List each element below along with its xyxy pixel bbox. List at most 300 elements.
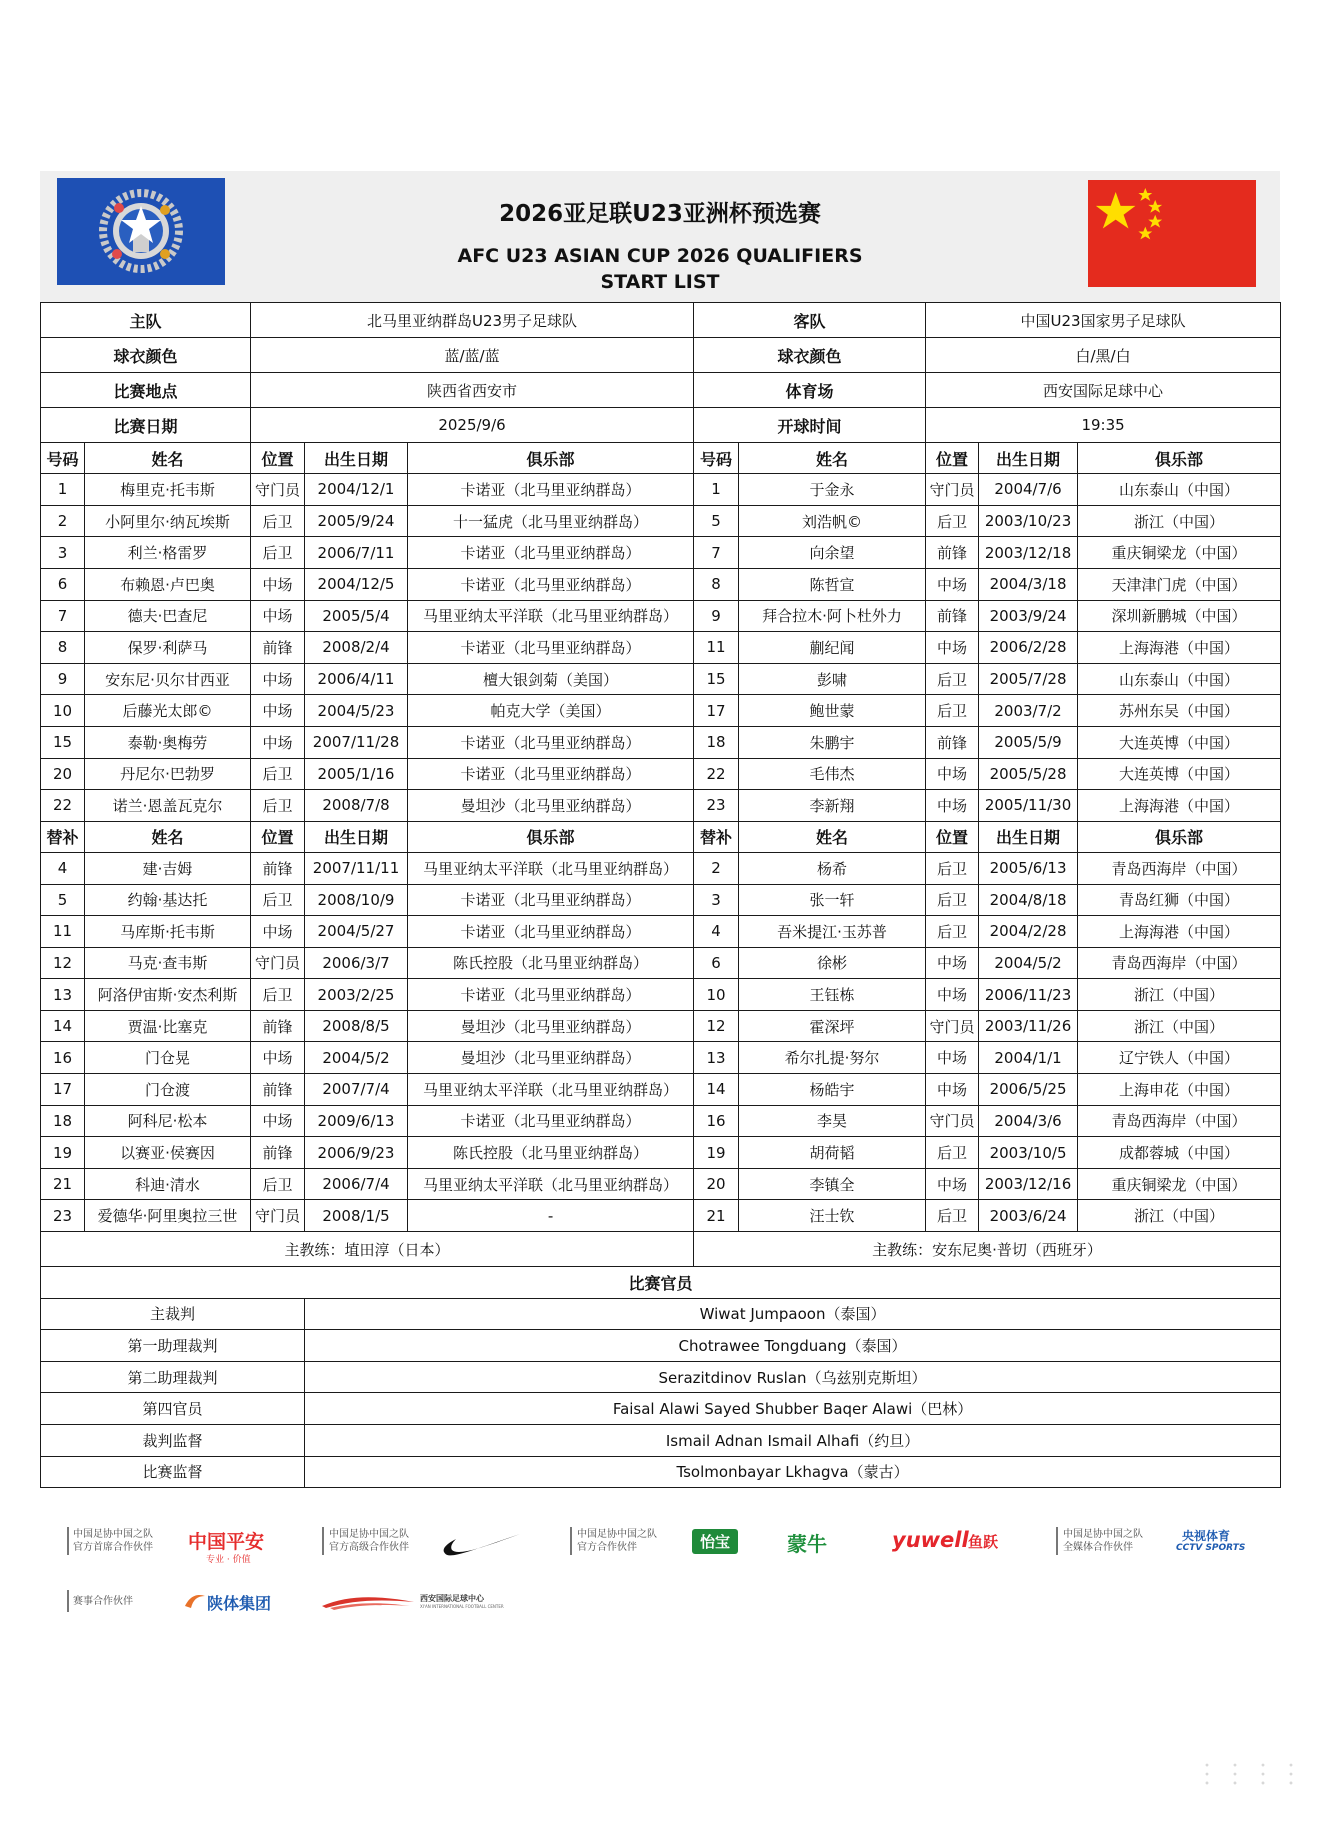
away-sub-dob: 2003/12/16 <box>979 1168 1078 1200</box>
shaanti-group-logo: 陕体集团 <box>207 1594 272 1613</box>
starter-row <box>41 632 1281 664</box>
home-starter-dob: 2004/12/5 <box>305 568 408 600</box>
away-starter-pos: 中场 <box>926 790 979 822</box>
kickoff-label: 开球时间 <box>694 408 926 443</box>
starters-header-row <box>41 443 1281 474</box>
official-role: 第二助理裁判 <box>41 1361 305 1393</box>
home-sub-no: 11 <box>41 916 85 948</box>
away-starter-club: 大连英博（中国） <box>1078 726 1281 758</box>
home-sub-club: 卡诺亚（北马里亚纳群岛） <box>408 916 694 948</box>
away-starter-pos: 中场 <box>926 568 979 600</box>
home-starter-club: 卡诺亚（北马里亚纳群岛） <box>408 568 694 600</box>
home-starter-no: 2 <box>41 505 85 537</box>
home-sub-pos: 前锋 <box>251 1010 305 1042</box>
yibao-logo: 怡宝 <box>692 1529 738 1554</box>
away-col-name: 姓名 <box>739 821 926 852</box>
home-starter-no: 8 <box>41 632 85 664</box>
away-starter-pos: 后卫 <box>926 663 979 695</box>
nike-swoosh-icon <box>442 1530 522 1558</box>
away-sub-dob: 2005/6/13 <box>979 852 1078 884</box>
home-sub-dob: 2007/11/11 <box>305 852 408 884</box>
away-col-dob: 出生日期 <box>979 443 1078 474</box>
official-name: Chotrawee Tongduang（泰国） <box>305 1330 1281 1362</box>
home-sub-club: 陈氏控股（北马里亚纳群岛） <box>408 947 694 979</box>
home-sub-dob: 2006/3/7 <box>305 947 408 979</box>
home-starter-pos: 后卫 <box>251 505 305 537</box>
home-starter-no: 9 <box>41 663 85 695</box>
home-sub-dob: 2004/5/27 <box>305 916 408 948</box>
cctv-sports-logo-cn: 央视体育 <box>1182 1529 1231 1543</box>
home-sub-no: 14 <box>41 1010 85 1042</box>
official-role: 主裁判 <box>41 1298 305 1330</box>
sub-row <box>41 852 1281 884</box>
away-starter-dob: 2003/7/2 <box>979 695 1078 727</box>
home-starter-club: 卡诺亚（北马里亚纳群岛） <box>408 537 694 569</box>
away-starter-name: 鲍世蒙 <box>739 695 926 727</box>
home-starter-no: 22 <box>41 790 85 822</box>
home-starter-pos: 中场 <box>251 663 305 695</box>
home-starter-dob: 2006/7/11 <box>305 537 408 569</box>
away-sub-no: 19 <box>694 1137 739 1169</box>
home-sub-pos: 守门员 <box>251 947 305 979</box>
official-name: Wiwat Jumpaoon（泰国） <box>305 1298 1281 1330</box>
home-starter-dob: 2004/12/1 <box>305 474 408 506</box>
home-starter-dob: 2007/11/28 <box>305 726 408 758</box>
away-sub-dob: 2004/3/6 <box>979 1105 1078 1137</box>
home-starter-club: 马里亚纳太平洋联（北马里亚纳群岛） <box>408 600 694 632</box>
home-starter-pos: 中场 <box>251 568 305 600</box>
away-starter-name: 刘浩帆© <box>739 505 926 537</box>
media-partner-label: 中国足协中国之队 全媒体合作伙伴 <box>1063 1529 1143 1553</box>
official-row <box>41 1361 1281 1393</box>
away-starter-dob: 2005/11/30 <box>979 790 1078 822</box>
home-sub-name: 爱德华·阿里奥拉三世 <box>85 1200 251 1232</box>
officials <box>41 1298 1281 1488</box>
home-sub-no: 4 <box>41 852 85 884</box>
away-starter-club: 深圳新鹏城（中国） <box>1078 600 1281 632</box>
home-sub-no: 19 <box>41 1137 85 1169</box>
home-sub-no: 5 <box>41 884 85 916</box>
starter-row <box>41 695 1281 727</box>
away-starter-club: 天津津门虎（中国） <box>1078 568 1281 600</box>
away-col-number: 替补 <box>694 821 739 852</box>
home-sub-dob: 2006/7/4 <box>305 1168 408 1200</box>
away-starter-pos: 后卫 <box>926 505 979 537</box>
home-starter-name: 保罗·利萨马 <box>85 632 251 664</box>
away-sub-dob: 2003/10/5 <box>979 1137 1078 1169</box>
cctv-sports-logo-en: CCTV SPORTS <box>1176 1543 1246 1553</box>
away-starter-pos: 后卫 <box>926 695 979 727</box>
away-sub-no: 12 <box>694 1010 739 1042</box>
home-sub-pos: 守门员 <box>251 1200 305 1232</box>
away-sub-club: 青岛西海岸（中国） <box>1078 852 1281 884</box>
away-kit-label: 球衣颜色 <box>694 338 926 373</box>
home-starter-club: 十一猛虎（北马里亚纳群岛） <box>408 505 694 537</box>
home-sub-club: 马里亚纳太平洋联（北马里亚纳群岛） <box>408 1074 694 1106</box>
home-sub-club: 马里亚纳太平洋联（北马里亚纳群岛） <box>408 1168 694 1200</box>
away-starter-pos: 中场 <box>926 758 979 790</box>
official-row <box>41 1425 1281 1457</box>
home-sub-dob: 2009/6/13 <box>305 1105 408 1137</box>
officials-title-row <box>41 1267 1281 1299</box>
home-sub-no: 21 <box>41 1168 85 1200</box>
away-starter-pos: 守门员 <box>926 474 979 506</box>
pingan-logo: 中国平安 <box>188 1531 265 1553</box>
home-sub-pos: 前锋 <box>251 1074 305 1106</box>
home-sub-no: 17 <box>41 1074 85 1106</box>
home-sub-club: 曼坦沙（北马里亚纳群岛） <box>408 1042 694 1074</box>
home-sub-no: 18 <box>41 1105 85 1137</box>
home-starter-pos: 前锋 <box>251 632 305 664</box>
away-sub-club: 浙江（中国） <box>1078 1010 1281 1042</box>
home-starter-pos: 中场 <box>251 695 305 727</box>
away-sub-club: 上海海港（中国） <box>1078 916 1281 948</box>
away-starter-club: 重庆铜梁龙（中国） <box>1078 537 1281 569</box>
away-sub-dob: 2004/2/28 <box>979 916 1078 948</box>
away-sub-name: 杨希 <box>739 852 926 884</box>
home-starter-name: 泰勒·奥梅劳 <box>85 726 251 758</box>
away-sub-name: 徐彬 <box>739 947 926 979</box>
away-kit-value: 白/黑/白 <box>926 338 1281 373</box>
away-starter-dob: 2003/12/18 <box>979 537 1078 569</box>
home-starter-name: 后藤光太郎© <box>85 695 251 727</box>
starter-row <box>41 726 1281 758</box>
away-sub-name: 胡荷韬 <box>739 1137 926 1169</box>
official-role: 第一助理裁判 <box>41 1330 305 1362</box>
sub-row <box>41 947 1281 979</box>
away-col-position: 位置 <box>926 821 979 852</box>
sub-row <box>41 1042 1281 1074</box>
xian-football-center-logo-en: XI'AN INTERNATIONAL FOOTBALL CENTER <box>420 1604 504 1609</box>
home-sub-pos: 中场 <box>251 916 305 948</box>
home-sub-name: 门仓晃 <box>85 1042 251 1074</box>
home-sub-pos: 后卫 <box>251 1168 305 1200</box>
home-starter-dob: 2008/2/4 <box>305 632 408 664</box>
away-starter-no: 15 <box>694 663 739 695</box>
away-sub-no: 2 <box>694 852 739 884</box>
away-sub-dob: 2004/1/1 <box>979 1042 1078 1074</box>
away-sub-name: 王钰栋 <box>739 979 926 1011</box>
away-starter-no: 23 <box>694 790 739 822</box>
away-sub-no: 4 <box>694 916 739 948</box>
home-sub-dob: 2004/5/2 <box>305 1042 408 1074</box>
home-col-position: 位置 <box>251 821 305 852</box>
title-chinese: 2026亚足联U23亚洲杯预选赛 <box>499 201 821 227</box>
home-starter-club: 曼坦沙（北马里亚纳群岛） <box>408 790 694 822</box>
home-sub-name: 门仓渡 <box>85 1074 251 1106</box>
sub-row <box>41 1010 1281 1042</box>
away-sub-name: 杨皓宇 <box>739 1074 926 1106</box>
away-starter-pos: 前锋 <box>926 726 979 758</box>
home-sub-club: 卡诺亚（北马里亚纳群岛） <box>408 884 694 916</box>
starter-row <box>41 758 1281 790</box>
away-starter-dob: 2005/5/9 <box>979 726 1078 758</box>
official-row <box>41 1393 1281 1425</box>
header-band <box>40 171 1280 302</box>
home-col-number: 号码 <box>41 443 85 474</box>
home-sub-pos: 中场 <box>251 1105 305 1137</box>
away-sub-no: 21 <box>694 1200 739 1232</box>
official-row <box>41 1298 1281 1330</box>
coaches <box>41 1232 1281 1299</box>
away-starter-no: 18 <box>694 726 739 758</box>
away-starter-club: 大连英博（中国） <box>1078 758 1281 790</box>
home-sub-club: 马里亚纳太平洋联（北马里亚纳群岛） <box>408 852 694 884</box>
watermark-dots: ︙︙︙︙ <box>1193 1761 1306 1791</box>
official-row <box>41 1456 1281 1488</box>
match-info <box>41 303 1281 443</box>
sponsor-strip <box>0 1522 1320 1672</box>
home-sub-name: 马库斯·托韦斯 <box>85 916 251 948</box>
away-sub-club: 青岛西海岸（中国） <box>1078 1105 1281 1137</box>
away-sub-pos: 中场 <box>926 979 979 1011</box>
away-sub-dob: 2006/5/25 <box>979 1074 1078 1106</box>
sub-row <box>41 1074 1281 1106</box>
home-col-position: 位置 <box>251 443 305 474</box>
home-sub-name: 约翰·基达托 <box>85 884 251 916</box>
home-starter-no: 7 <box>41 600 85 632</box>
mengniu-logo: 蒙牛 <box>787 1532 827 1556</box>
starter-row <box>41 568 1281 600</box>
subs-header-row <box>41 821 1281 852</box>
premier-partner-label: 中国足协中国之队 官方首席合作伙伴 <box>73 1529 153 1553</box>
away-coach: 主教练：安东尼奥·普切（西班牙） <box>694 1232 1281 1267</box>
home-starter-pos: 后卫 <box>251 790 305 822</box>
home-sub-dob: 2008/1/5 <box>305 1200 408 1232</box>
away-sub-club: 青岛西海岸（中国） <box>1078 947 1281 979</box>
starter-row <box>41 600 1281 632</box>
away-sub-pos: 后卫 <box>926 916 979 948</box>
away-sub-pos: 后卫 <box>926 1200 979 1232</box>
home-sub-pos: 前锋 <box>251 1137 305 1169</box>
away-sub-no: 13 <box>694 1042 739 1074</box>
home-team-label: 主队 <box>41 303 251 338</box>
home-sub-no: 16 <box>41 1042 85 1074</box>
home-starter-name: 丹尼尔·巴勃罗 <box>85 758 251 790</box>
home-starter-no: 6 <box>41 568 85 600</box>
away-starter-no: 9 <box>694 600 739 632</box>
xian-football-center-icon <box>320 1594 416 1610</box>
home-starter-pos: 后卫 <box>251 537 305 569</box>
away-sub-name: 汪士钦 <box>739 1200 926 1232</box>
home-starter-name: 梅里克·托韦斯 <box>85 474 251 506</box>
xian-football-center-logo: 西安国际足球中心 <box>420 1594 484 1603</box>
away-sub-pos: 中场 <box>926 1168 979 1200</box>
away-col-club: 俱乐部 <box>1078 443 1281 474</box>
home-sub-no: 23 <box>41 1200 85 1232</box>
home-col-number: 替补 <box>41 821 85 852</box>
away-sub-no: 16 <box>694 1105 739 1137</box>
home-col-name: 姓名 <box>85 443 251 474</box>
away-sub-club: 浙江（中国） <box>1078 979 1281 1011</box>
away-sub-club: 重庆铜梁龙（中国） <box>1078 1168 1281 1200</box>
official-row <box>41 1330 1281 1362</box>
home-starter-dob: 2005/9/24 <box>305 505 408 537</box>
home-starter-club: 卡诺亚（北马里亚纳群岛） <box>408 474 694 506</box>
official-name: Faisal Alawi Sayed Shubber Baqer Alawi（巴林） <box>305 1393 1281 1425</box>
away-starter-no: 5 <box>694 505 739 537</box>
sub-row <box>41 1105 1281 1137</box>
home-starter-pos: 中场 <box>251 726 305 758</box>
home-starter-pos: 守门员 <box>251 474 305 506</box>
home-sub-dob: 2008/8/5 <box>305 1010 408 1042</box>
away-starter-pos: 中场 <box>926 632 979 664</box>
home-sub-name: 阿洛伊宙斯·安杰利斯 <box>85 979 251 1011</box>
home-sub-club: 卡诺亚（北马里亚纳群岛） <box>408 1105 694 1137</box>
starter-row <box>41 790 1281 822</box>
sub-row <box>41 1200 1281 1232</box>
sub-row <box>41 916 1281 948</box>
location-value: 陕西省西安市 <box>251 373 694 408</box>
home-sub-name: 科迪·清水 <box>85 1168 251 1200</box>
home-sub-pos: 中场 <box>251 1042 305 1074</box>
date-label: 比赛日期 <box>41 408 251 443</box>
official-role: 比赛监督 <box>41 1456 305 1488</box>
away-sub-pos: 后卫 <box>926 1137 979 1169</box>
away-starter-club: 山东泰山（中国） <box>1078 663 1281 695</box>
away-starter-name: 向余望 <box>739 537 926 569</box>
away-starter-club: 上海海港（中国） <box>1078 632 1281 664</box>
away-starter-pos: 前锋 <box>926 537 979 569</box>
away-starter-dob: 2004/3/18 <box>979 568 1078 600</box>
home-sub-name: 建·吉姆 <box>85 852 251 884</box>
sub-row <box>41 979 1281 1011</box>
coach-row <box>41 1232 1281 1267</box>
home-sub-no: 12 <box>41 947 85 979</box>
home-starter-no: 15 <box>41 726 85 758</box>
away-starter-dob: 2006/2/28 <box>979 632 1078 664</box>
away-sub-pos: 中场 <box>926 947 979 979</box>
away-starter-name: 毛伟杰 <box>739 758 926 790</box>
home-sub-club: 卡诺亚（北马里亚纳群岛） <box>408 979 694 1011</box>
home-sub-club: 陈氏控股（北马里亚纳群岛） <box>408 1137 694 1169</box>
away-col-number: 号码 <box>694 443 739 474</box>
away-sub-name: 李镇全 <box>739 1168 926 1200</box>
away-sub-no: 14 <box>694 1074 739 1106</box>
home-sub-dob: 2008/10/9 <box>305 884 408 916</box>
home-col-club: 俱乐部 <box>408 821 694 852</box>
away-sub-pos: 中场 <box>926 1042 979 1074</box>
sub-row <box>41 884 1281 916</box>
yuwell-logo: yuwell <box>892 1528 969 1552</box>
stadium-label: 体育场 <box>694 373 926 408</box>
away-starter-club: 苏州东吴（中国） <box>1078 695 1281 727</box>
away-sub-pos: 后卫 <box>926 884 979 916</box>
away-starter-pos: 前锋 <box>926 600 979 632</box>
home-sub-name: 马克·查韦斯 <box>85 947 251 979</box>
away-starter-dob: 2005/5/28 <box>979 758 1078 790</box>
sub-row <box>41 1168 1281 1200</box>
away-starter-dob: 2003/10/23 <box>979 505 1078 537</box>
away-starter-name: 蒯纪闻 <box>739 632 926 664</box>
start-list-subtitle: START LIST <box>600 271 720 293</box>
away-sub-dob: 2003/11/26 <box>979 1010 1078 1042</box>
home-sub-pos: 前锋 <box>251 852 305 884</box>
away-sub-pos: 守门员 <box>926 1105 979 1137</box>
home-starter-no: 10 <box>41 695 85 727</box>
home-col-club: 俱乐部 <box>408 443 694 474</box>
pingan-tagline: 专业 · 价值 <box>206 1555 251 1565</box>
shaanti-swoosh-icon <box>183 1592 207 1610</box>
home-starter-club: 帕克大学（美国） <box>408 695 694 727</box>
info-row-venue <box>41 373 1281 408</box>
away-sub-no: 3 <box>694 884 739 916</box>
home-starter-dob: 2005/1/16 <box>305 758 408 790</box>
home-starter-club: 卡诺亚（北马里亚纳群岛） <box>408 726 694 758</box>
home-starter-pos: 中场 <box>251 600 305 632</box>
sub-row <box>41 1137 1281 1169</box>
home-starter-no: 20 <box>41 758 85 790</box>
away-sub-club: 辽宁铁人（中国） <box>1078 1042 1281 1074</box>
away-sub-pos: 中场 <box>926 1074 979 1106</box>
home-starter-dob: 2004/5/23 <box>305 695 408 727</box>
home-starter-club: 卡诺亚（北马里亚纳群岛） <box>408 632 694 664</box>
home-sub-club: 曼坦沙（北马里亚纳群岛） <box>408 1010 694 1042</box>
official-role: 第四官员 <box>41 1393 305 1425</box>
away-starter-name: 拜合拉木·阿卜杜外力 <box>739 600 926 632</box>
away-sub-dob: 2004/8/18 <box>979 884 1078 916</box>
away-sub-club: 上海申花（中国） <box>1078 1074 1281 1106</box>
home-sub-name: 贾温·比塞克 <box>85 1010 251 1042</box>
location-label: 比赛地点 <box>41 373 251 408</box>
away-col-dob: 出生日期 <box>979 821 1078 852</box>
home-starter-name: 布赖恩·卢巴奥 <box>85 568 251 600</box>
official-partner-label: 中国足协中国之队 官方合作伙伴 <box>577 1529 657 1553</box>
away-starter-dob: 2003/9/24 <box>979 600 1078 632</box>
away-sub-no: 10 <box>694 979 739 1011</box>
official-name: Ismail Adnan Ismail Alhafi（约旦） <box>305 1425 1281 1457</box>
title-english: AFC U23 ASIAN CUP 2026 QUALIFIERS <box>457 245 863 267</box>
home-starter-name: 利兰·格雷罗 <box>85 537 251 569</box>
home-sub-pos: 后卫 <box>251 979 305 1011</box>
away-sub-name: 霍深坪 <box>739 1010 926 1042</box>
home-sub-name: 阿科尼·松本 <box>85 1105 251 1137</box>
officials-title: 比赛官员 <box>41 1267 1281 1299</box>
away-team-value: 中国U23国家男子足球队 <box>926 303 1281 338</box>
away-starter-no: 11 <box>694 632 739 664</box>
home-starter-club: 卡诺亚（北马里亚纳群岛） <box>408 758 694 790</box>
official-name: Serazitdinov Ruslan（乌兹别克斯坦） <box>305 1361 1281 1393</box>
away-starter-name: 彭啸 <box>739 663 926 695</box>
home-starter-no: 3 <box>41 537 85 569</box>
advanced-partner-label: 中国足协中国之队 官方高级合作伙伴 <box>329 1529 409 1553</box>
info-row-team <box>41 303 1281 338</box>
away-sub-dob: 2006/11/23 <box>979 979 1078 1011</box>
home-sub-dob: 2006/9/23 <box>305 1137 408 1169</box>
away-sub-club: 浙江（中国） <box>1078 1200 1281 1232</box>
starter-row <box>41 505 1281 537</box>
home-starter-name: 安东尼·贝尔甘西亚 <box>85 663 251 695</box>
away-sub-dob: 2004/5/2 <box>979 947 1078 979</box>
home-col-name: 姓名 <box>85 821 251 852</box>
away-sub-dob: 2003/6/24 <box>979 1200 1078 1232</box>
info-row-date <box>41 408 1281 443</box>
away-sub-name: 吾米提江·玉苏普 <box>739 916 926 948</box>
away-col-name: 姓名 <box>739 443 926 474</box>
away-sub-no: 20 <box>694 1168 739 1200</box>
home-starter-dob: 2006/4/11 <box>305 663 408 695</box>
away-sub-no: 6 <box>694 947 739 979</box>
away-sub-name: 李昊 <box>739 1105 926 1137</box>
starter-row <box>41 537 1281 569</box>
away-col-club: 俱乐部 <box>1078 821 1281 852</box>
home-sub-dob: 2003/2/25 <box>305 979 408 1011</box>
home-col-dob: 出生日期 <box>305 821 408 852</box>
away-starter-no: 17 <box>694 695 739 727</box>
home-sub-club: - <box>408 1200 694 1232</box>
home-kit-value: 蓝/蓝/蓝 <box>251 338 694 373</box>
home-starter-club: 檀大银剑菊（美国） <box>408 663 694 695</box>
